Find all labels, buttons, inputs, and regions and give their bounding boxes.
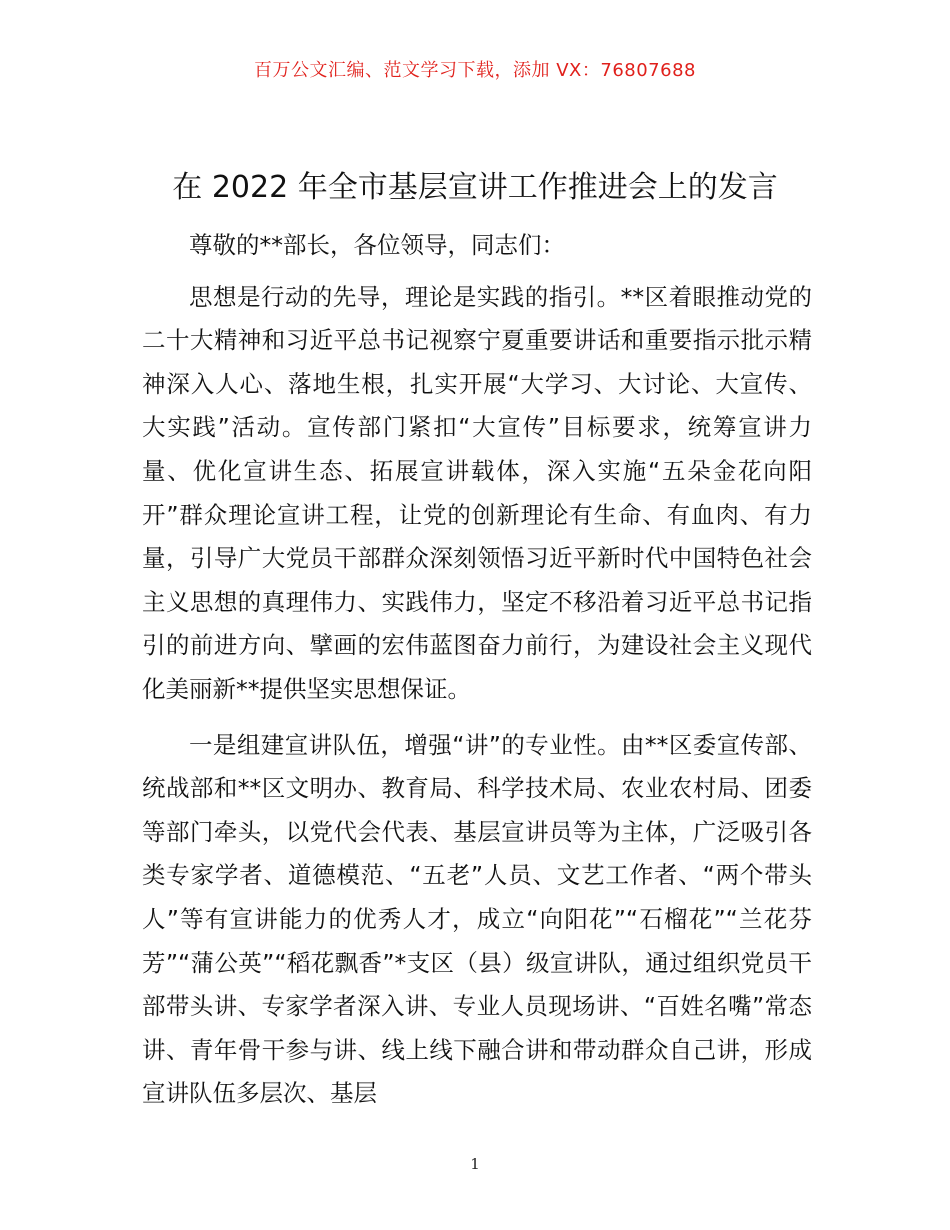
paragraph-intro: 思想是行动的先导，理论是实践的指引。**区着眼推动党的二十大精神和习近平总书记视察宁夏重要讲话和重要指示批示精神深入人心、落地生根，扎实开展“大学习、大讨论、大宣传、大实践”活动。宣传部门紧扣“大宣传”目标要求，统筹宣讲力量、优化宣讲生态、拓展宣讲载体，深入实施“五朵金花向阳开”群众理论宣讲工程，让党的创新理论有生命、有血肉、有力量，引导广大党员干部群众深刻领悟习近平新时代中国特色社会主义思想的真理伟力、实践伟力，坚定不移沿着习近平总书记指引的前进方向、擘画的宏伟蓝图奋力前行，为建设社会主义现代化美丽新**提供坚实思想保证。 <box>142 282 812 703</box>
page-number: 1 <box>470 1155 480 1173</box>
paragraph-point-one: 一是组建宣讲队伍，增强“讲”的专业性。由**区委宣传部、统战部和**区文明办、教育局、科学技术局、农业农村局、团委等部门牵头，以党代会代表、基层宣讲员等为主体，广泛吸引各类专家学者、道德模范、“五老”人员、文艺工作者、“两个带头人”等有宣讲能力的优秀人才，成立“向阳花”“石榴花”“兰花芬芳”“蒲公英”“稻花飘香”*支区（县）级宣讲队，通过组织党员干部带头讲、专家学者深入讲、专业人员现场讲、“百姓名嘴”常态讲、青年骨干参与讲、线上线下融合讲和带动群众自己讲，形成宣讲队伍多层次、基层 <box>142 730 812 1108</box>
salutation: 尊敬的**部长，各位领导，同志们： <box>189 231 565 259</box>
header-banner: 百万公文汇编、范文学习下载，添加 VX：76807688 <box>254 60 696 81</box>
document-title: 在 2022 年全市基层宣讲工作推进会上的发言 <box>172 170 778 205</box>
document-body <box>142 224 812 1116</box>
